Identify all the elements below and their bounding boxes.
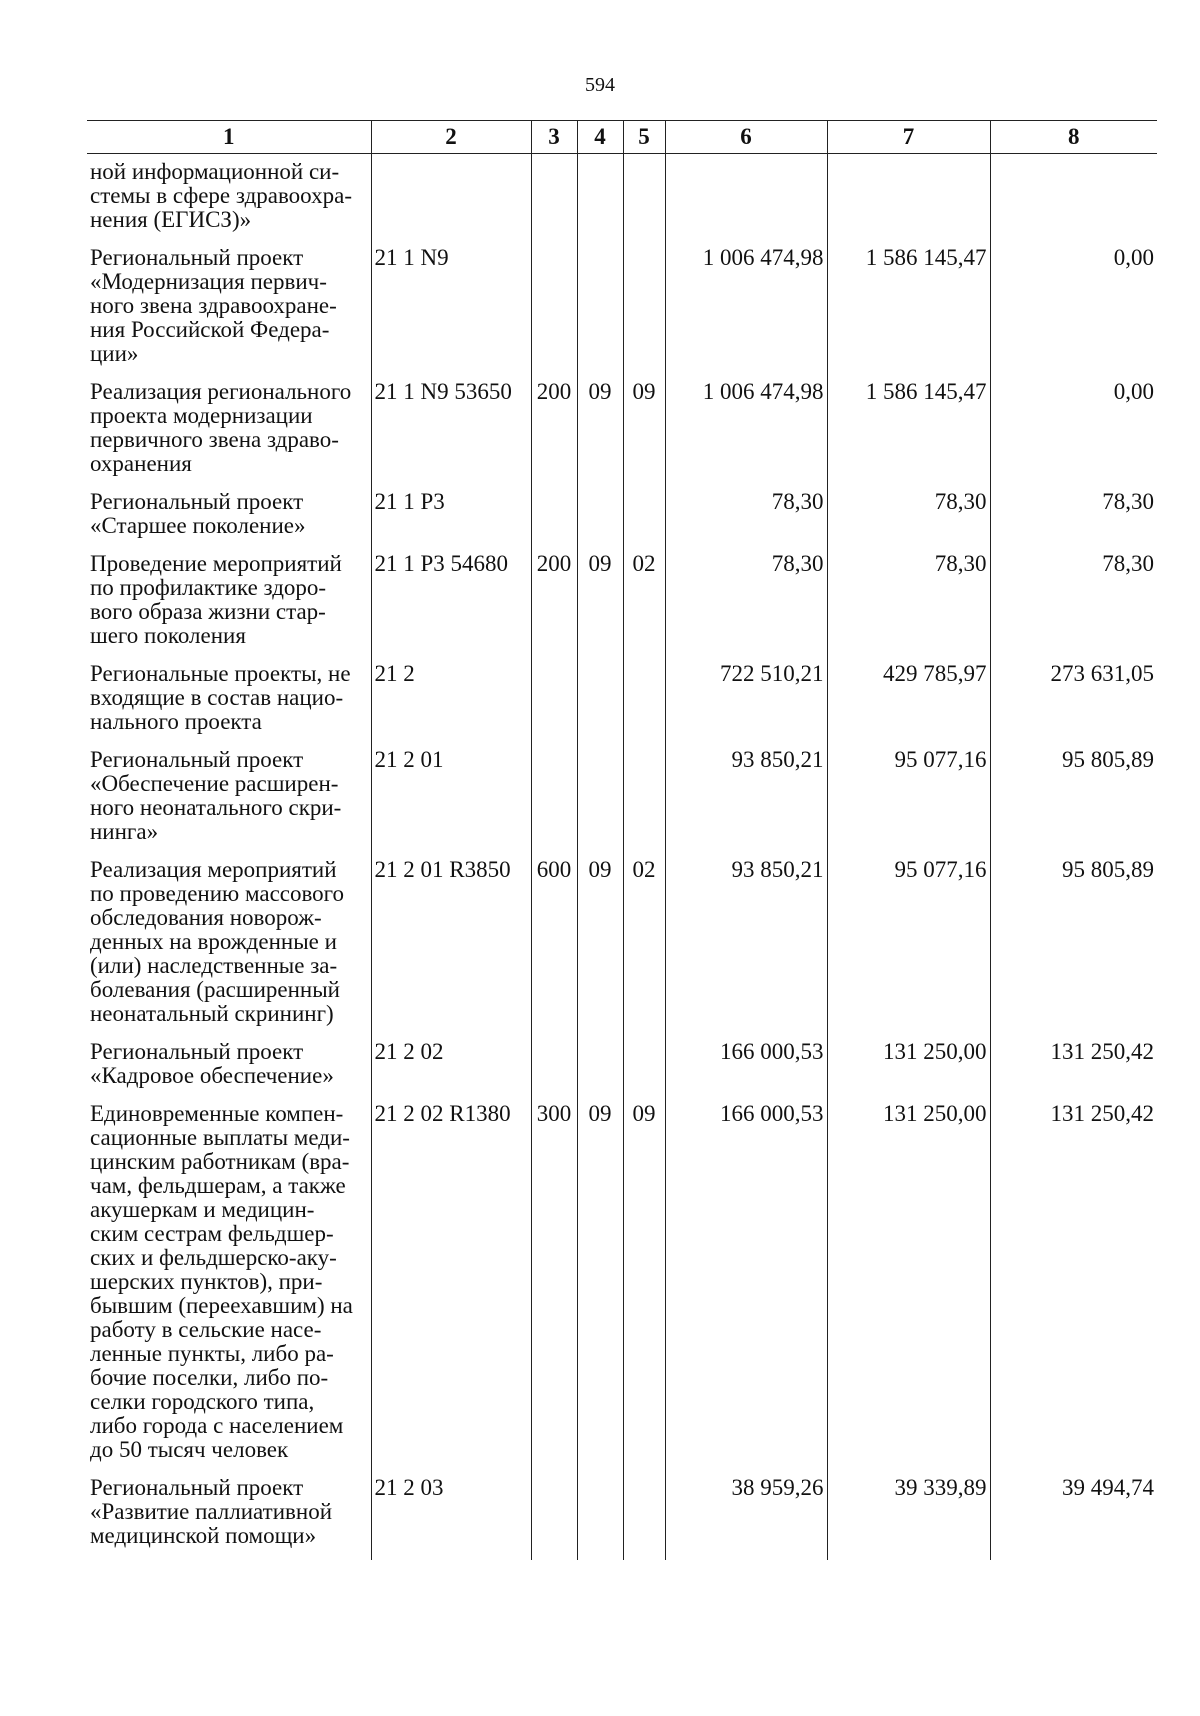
amount-col7-cell: 78,30 bbox=[827, 486, 990, 548]
amount-col6-cell: 166 000,53 bbox=[665, 1036, 827, 1098]
row-name-line: вого образа жизни стар- bbox=[90, 599, 326, 624]
amount-col6-cell: 93 850,21 bbox=[665, 744, 827, 854]
row-name-line: проекта модернизации bbox=[90, 403, 313, 428]
table-row bbox=[87, 1036, 1157, 1098]
row-name-line: нинга» bbox=[90, 819, 159, 844]
expense-type-cell bbox=[531, 486, 577, 548]
budget-code-cell bbox=[371, 154, 531, 243]
expense-type-cell bbox=[531, 242, 577, 376]
subsection-cell: 09 bbox=[623, 1098, 665, 1472]
row-name-cell bbox=[87, 1098, 371, 1472]
subsection-cell: 09 bbox=[623, 376, 665, 486]
row-name-line: ленные пункты, либо ра- bbox=[90, 1341, 334, 1366]
row-name-line: первичного звена здраво- bbox=[90, 427, 339, 452]
row-name-cell bbox=[87, 548, 371, 658]
amount-col8-cell: 78,30 bbox=[990, 548, 1157, 658]
row-name-line: (или) наследственные за- bbox=[90, 953, 338, 978]
amount-col6-cell: 722 510,21 bbox=[665, 658, 827, 744]
row-name-line: по проведению массового bbox=[90, 881, 345, 906]
amount-col6-cell: 78,30 bbox=[665, 486, 827, 548]
budget-code-cell: 21 1 N9 bbox=[371, 242, 531, 376]
table-row bbox=[87, 1098, 1157, 1472]
row-name-line: ного звена здравоохране- bbox=[90, 293, 337, 318]
row-name-line: ским сестрам фельдшер- bbox=[90, 1221, 334, 1246]
row-name-cell bbox=[87, 658, 371, 744]
row-name-line: сационные выплаты меди- bbox=[90, 1125, 350, 1150]
section-cell: 09 bbox=[577, 548, 623, 658]
section-cell bbox=[577, 1036, 623, 1098]
section-cell bbox=[577, 486, 623, 548]
table-row bbox=[87, 548, 1157, 658]
table-row bbox=[87, 486, 1157, 548]
column-header-1: 1 bbox=[87, 121, 371, 154]
table-row bbox=[87, 854, 1157, 1036]
budget-code-cell: 21 1 N9 53650 bbox=[371, 376, 531, 486]
section-cell: 09 bbox=[577, 854, 623, 1036]
row-name-line: Региональный проект bbox=[90, 489, 304, 514]
expense-type-cell bbox=[531, 1472, 577, 1560]
row-name-line: денных на врожденные и bbox=[90, 929, 337, 954]
amount-col8-cell: 0,00 bbox=[990, 242, 1157, 376]
row-name-line: ного неонатального скри- bbox=[90, 795, 342, 820]
row-name-line: нального проекта bbox=[90, 709, 262, 734]
subsection-cell: 02 bbox=[623, 854, 665, 1036]
column-header-5: 5 bbox=[623, 121, 665, 154]
table-row bbox=[87, 242, 1157, 376]
row-name-line: «Кадровое обеспечение» bbox=[90, 1063, 334, 1088]
amount-col7-cell: 1 586 145,47 bbox=[827, 376, 990, 486]
subsection-cell bbox=[623, 1472, 665, 1560]
table-header bbox=[87, 121, 1157, 154]
section-cell bbox=[577, 1472, 623, 1560]
table-row bbox=[87, 376, 1157, 486]
row-name-line: Региональный проект bbox=[90, 747, 304, 772]
section-cell bbox=[577, 154, 623, 243]
row-name-line: шерских пунктов), при- bbox=[90, 1269, 323, 1294]
row-name-line: неонатальный скрининг) bbox=[90, 1001, 334, 1026]
amount-col7-cell bbox=[827, 154, 990, 243]
expense-type-cell bbox=[531, 1036, 577, 1098]
row-name-line: медицинской помощи» bbox=[90, 1523, 317, 1548]
amount-col8-cell: 39 494,74 bbox=[990, 1472, 1157, 1560]
row-name-line: Реализация мероприятий bbox=[90, 857, 337, 882]
column-header-2: 2 bbox=[371, 121, 531, 154]
budget-code-cell: 21 2 02 R1380 bbox=[371, 1098, 531, 1472]
subsection-cell bbox=[623, 744, 665, 854]
row-name-line: работу в сельские насе- bbox=[90, 1317, 322, 1342]
budget-code-cell: 21 1 P3 54680 bbox=[371, 548, 531, 658]
amount-col6-cell: 166 000,53 bbox=[665, 1098, 827, 1472]
expense-type-cell bbox=[531, 658, 577, 744]
column-header-7: 7 bbox=[827, 121, 990, 154]
row-name-line: ции» bbox=[90, 341, 139, 366]
amount-col7-cell: 78,30 bbox=[827, 548, 990, 658]
amount-col8-cell: 78,30 bbox=[990, 486, 1157, 548]
amount-col8-cell: 131 250,42 bbox=[990, 1098, 1157, 1472]
subsection-cell bbox=[623, 658, 665, 744]
header-row bbox=[87, 121, 1157, 154]
amount-col7-cell: 429 785,97 bbox=[827, 658, 990, 744]
amount-col6-cell bbox=[665, 154, 827, 243]
row-name-line: бывшим (переехавшим) на bbox=[90, 1293, 353, 1318]
budget-code-cell: 21 2 03 bbox=[371, 1472, 531, 1560]
amount-col8-cell: 95 805,89 bbox=[990, 744, 1157, 854]
subsection-cell bbox=[623, 242, 665, 376]
amount-col7-cell: 131 250,00 bbox=[827, 1036, 990, 1098]
row-name-cell bbox=[87, 376, 371, 486]
row-name-line: по профилактике здоро- bbox=[90, 575, 327, 600]
row-name-cell bbox=[87, 744, 371, 854]
row-name-line: ной информационной си- bbox=[90, 159, 340, 184]
amount-col7-cell: 1 586 145,47 bbox=[827, 242, 990, 376]
subsection-cell bbox=[623, 1036, 665, 1098]
row-name-line: ния Российской Федера- bbox=[90, 317, 330, 342]
subsection-cell: 02 bbox=[623, 548, 665, 658]
row-name-line: чам, фельдшерам, а также bbox=[90, 1173, 346, 1198]
table-row bbox=[87, 1472, 1157, 1560]
row-name-line: Региональные проекты, не bbox=[90, 661, 351, 686]
row-name-cell bbox=[87, 854, 371, 1036]
row-name-line: Региональный проект bbox=[90, 1039, 304, 1064]
row-name-line: бочие поселки, либо по- bbox=[90, 1365, 329, 1390]
table-row bbox=[87, 154, 1157, 243]
row-name-cell bbox=[87, 154, 371, 243]
row-name-line: Реализация регионального bbox=[90, 379, 352, 404]
section-cell: 09 bbox=[577, 1098, 623, 1472]
budget-code-cell: 21 2 01 R3850 bbox=[371, 854, 531, 1036]
table-row bbox=[87, 744, 1157, 854]
expense-type-cell: 300 bbox=[531, 1098, 577, 1472]
amount-col7-cell: 131 250,00 bbox=[827, 1098, 990, 1472]
row-name-line: «Обеспечение расширен- bbox=[90, 771, 339, 796]
row-name-cell bbox=[87, 1036, 371, 1098]
column-header-8: 8 bbox=[990, 121, 1157, 154]
table-row bbox=[87, 658, 1157, 744]
row-name-line: охранения bbox=[90, 451, 192, 476]
amount-col8-cell: 95 805,89 bbox=[990, 854, 1157, 1036]
row-name-line: Региональный проект bbox=[90, 245, 304, 270]
amount-col8-cell: 131 250,42 bbox=[990, 1036, 1157, 1098]
row-name-line: ских и фельдшерско-аку- bbox=[90, 1245, 337, 1270]
row-name-line: Региональный проект bbox=[90, 1475, 304, 1500]
amount-col6-cell: 93 850,21 bbox=[665, 854, 827, 1036]
amount-col7-cell: 95 077,16 bbox=[827, 744, 990, 854]
expense-type-cell: 200 bbox=[531, 376, 577, 486]
row-name-line: стемы в сфере здравоохра- bbox=[90, 183, 352, 208]
budget-code-cell: 21 1 P3 bbox=[371, 486, 531, 548]
row-name-line: болевания (расширенный bbox=[90, 977, 340, 1002]
amount-col6-cell: 78,30 bbox=[665, 548, 827, 658]
row-name-line: «Развитие паллиативной bbox=[90, 1499, 333, 1524]
row-name-line: «Старшее поколение» bbox=[90, 513, 306, 538]
row-name-line: входящие в состав нацио- bbox=[90, 685, 344, 710]
row-name-line: обследования новорож- bbox=[90, 905, 322, 930]
expense-type-cell bbox=[531, 744, 577, 854]
amount-col8-cell: 273 631,05 bbox=[990, 658, 1157, 744]
column-header-3: 3 bbox=[531, 121, 577, 154]
amount-col8-cell: 0,00 bbox=[990, 376, 1157, 486]
row-name-line: нения (ЕГИСЗ)» bbox=[90, 207, 252, 232]
expense-type-cell: 600 bbox=[531, 854, 577, 1036]
row-name-line: акушеркам и медицин- bbox=[90, 1197, 315, 1222]
amount-col7-cell: 39 339,89 bbox=[827, 1472, 990, 1560]
budget-code-cell: 21 2 02 bbox=[371, 1036, 531, 1098]
row-name-line: селки городского типа, bbox=[90, 1389, 315, 1414]
expense-type-cell bbox=[531, 154, 577, 243]
page-number: 594 bbox=[585, 74, 615, 96]
row-name-line: Единовременные компен- bbox=[90, 1101, 344, 1126]
amount-col6-cell: 38 959,26 bbox=[665, 1472, 827, 1560]
subsection-cell bbox=[623, 486, 665, 548]
budget-code-cell: 21 2 01 bbox=[371, 744, 531, 854]
section-cell bbox=[577, 242, 623, 376]
section-cell bbox=[577, 744, 623, 854]
row-name-cell bbox=[87, 486, 371, 548]
row-name-line: «Модернизация первич- bbox=[90, 269, 327, 294]
row-name-cell bbox=[87, 1472, 371, 1560]
amount-col8-cell bbox=[990, 154, 1157, 243]
row-name-line: шего поколения bbox=[90, 623, 246, 648]
row-name-line: цинским работникам (вра- bbox=[90, 1149, 350, 1174]
column-header-4: 4 bbox=[577, 121, 623, 154]
amount-col7-cell: 95 077,16 bbox=[827, 854, 990, 1036]
section-cell: 09 bbox=[577, 376, 623, 486]
row-name-cell bbox=[87, 242, 371, 376]
row-name-line: до 50 тысяч человек bbox=[90, 1437, 289, 1462]
budget-code-cell: 21 2 bbox=[371, 658, 531, 744]
budget-table bbox=[87, 120, 1157, 1560]
section-cell bbox=[577, 658, 623, 744]
expense-type-cell: 200 bbox=[531, 548, 577, 658]
column-header-6: 6 bbox=[665, 121, 827, 154]
row-name-line: Проведение мероприятий bbox=[90, 551, 342, 576]
amount-col6-cell: 1 006 474,98 bbox=[665, 242, 827, 376]
table-body bbox=[87, 154, 1157, 1561]
amount-col6-cell: 1 006 474,98 bbox=[665, 376, 827, 486]
subsection-cell bbox=[623, 154, 665, 243]
row-name-line: либо города с населением bbox=[90, 1413, 344, 1438]
